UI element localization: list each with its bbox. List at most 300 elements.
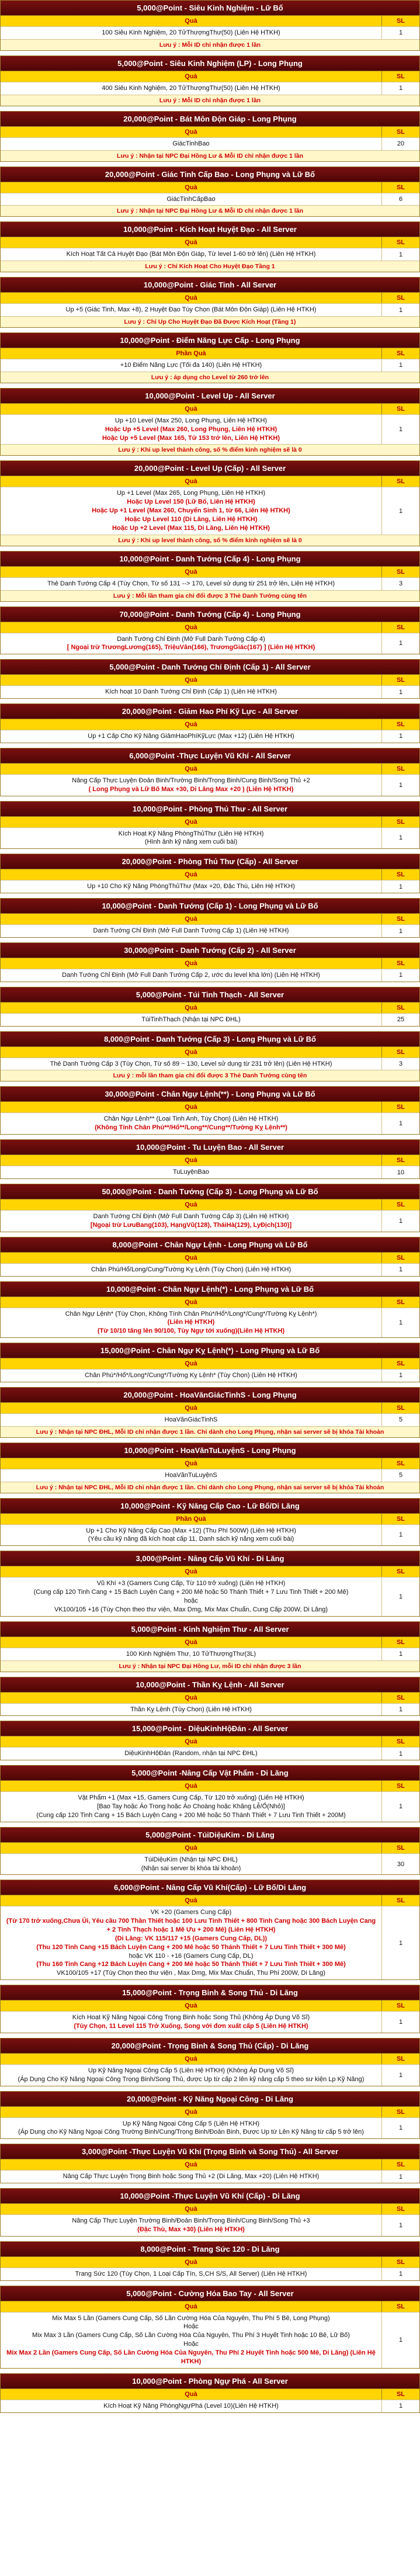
reward-quantity: 1 (398, 2124, 403, 2132)
reward-line: (Áp Dụng cho Kỹ Năng Ngoại Công Trường Binh/Cung/Trọng Binh/Đoản Binh, Được Up từ Lên Kỹ Năng từ cấp 5 trở lên) (18, 2128, 364, 2136)
reward-quantity: 1 (398, 2019, 403, 2026)
reward-quantity: 1 (398, 2173, 403, 2180)
package-header-row (1, 1003, 419, 1013)
reward-description (1, 1704, 382, 1716)
package-card (0, 659, 420, 699)
reward-row (1, 1308, 419, 1338)
reward-description (1, 578, 382, 590)
package-card (0, 854, 420, 893)
reward-quantity: 1 (398, 306, 403, 314)
reward-row (1, 880, 419, 893)
reward-row (1, 487, 419, 534)
reward-quantity: 1 (398, 640, 403, 647)
package-header-row (1, 719, 419, 730)
reward-column-header: Quà (1, 1458, 382, 1469)
reward-column-header: Quà (1, 869, 382, 880)
package-title: 10,000@Point - Điểm Năng Lực Cấp - Long Phụng (1, 333, 419, 348)
package-card (0, 942, 420, 982)
reward-quantity: 1 (398, 2221, 403, 2229)
reward-column-header: Quà (1, 237, 382, 248)
reward-description (1, 1578, 382, 1615)
reward-row (1, 1112, 419, 1134)
package-card (0, 221, 420, 272)
reward-description (1, 248, 382, 261)
package-card (0, 460, 420, 546)
quantity-column-header: SL (396, 72, 405, 80)
reward-line: Up Kỹ Năng Ngoại Công Cấp 5 (Liên Hệ HTKH) (Không Áp Dụng Võ Sĩ) (88, 2067, 294, 2074)
reward-line: Danh Tướng Chỉ Định (Mở Full Danh Tướng Cấp 1) (Liên Hệ HTKH) (93, 927, 289, 935)
reward-line: (Từ 170 trở xuống,Chưa Ủi, Yêu cầu 700 Thần Thiết hoặc 100 Lưu Tinh Thiết + 800 Tinh Cang hoặc 300 Bách Luyện Cang + 2 Tinh Thạch hoặc 1 Mê Ưu + 200 Mê) (Liên Hệ HTKH) (6, 1918, 376, 1934)
reward-line: Hoặc Up Level 150 (Lữ Bố, Liên Hệ HTKH) (127, 498, 255, 506)
reward-description (1, 304, 382, 316)
quantity-column-header: SL (396, 1694, 405, 1701)
reward-description (1, 775, 382, 796)
reward-quantity: 1 (398, 1319, 403, 1326)
quantity-column-header: SL (396, 405, 405, 412)
package-card (0, 1985, 420, 2033)
reward-row (1, 359, 419, 372)
quantity-column-header: SL (396, 294, 405, 302)
package-note: Lưu ý : Mỗi ID chỉ nhận được 1 lần (1, 95, 419, 106)
reward-quantity: 1 (398, 1266, 403, 1274)
package-title: 50,000@Point - Danh Tướng (Cấp 3) - Long Phụng và Lữ Bố (1, 1184, 419, 1199)
package-header-row (1, 1199, 419, 1210)
package-header-row (1, 2204, 419, 2214)
quantity-column-header: SL (396, 1897, 405, 1905)
package-card (0, 388, 420, 456)
package-note: Lưu ý : Nhận tại NPC Đại Hồng Lư, mỗi ID chỉ nhận được 3 lần (1, 1660, 419, 1672)
quantity-column-header: SL (396, 1568, 405, 1576)
reward-column-header: Quà (1, 958, 382, 969)
package-header-row (1, 869, 419, 880)
package-card (0, 2373, 420, 2413)
package-header-row (1, 914, 419, 924)
reward-line: Kích Hoạt Tất Cả Huyệt Đạo (Bát Môn Độn Giáp, Từ level 1-60 trở lên) (Liên Hệ HTKH) (66, 251, 316, 258)
reward-column-header: Quà (1, 1102, 382, 1112)
reward-column-header: Quà (1, 404, 382, 414)
reward-description (1, 2215, 382, 2236)
package-header-row (1, 1514, 419, 1524)
reward-row (1, 1648, 419, 1660)
reward-line: Hoặc Up +5 Level (Max 260, Long Phụng, Liên Hệ HTKH) (105, 425, 277, 433)
reward-column-header: Quà (1, 2107, 382, 2117)
reward-line: VK100/105 +17 (Tùy Chọn theo thư viện , Max Dmg, Mix Max Chuẩn, Thu Phí 200W, Di Lăng) (57, 1970, 325, 1977)
package-card (0, 898, 420, 938)
package-header-row (1, 2389, 419, 2400)
reward-description (1, 193, 382, 206)
reward-description (1, 1211, 382, 1232)
package-title: 10,000@Point - Phòng Ngự Phá - All Server (1, 2374, 419, 2389)
package-note: Lưu ý : Nhận tại NPC Đại Hồng Lư & Mỗi ID chỉ nhận được 1 lần (1, 205, 419, 216)
reward-line: (Thu 160 Tinh Cang +12 Bách Luyện Cang + 200 Mê hoặc 50 Thánh Thiết + 7 Lưu Tinh Thiết + 300 Mê) (36, 1961, 346, 1968)
reward-line: Kích Hoạt Kỹ Năng Ngoại Công Trọng Binh hoặc Song Thủ (Không Áp Dụng Võ Sĩ) (72, 2014, 310, 2022)
package-header-row (1, 1566, 419, 1577)
reward-line: (Thu 120 Tinh Cang +15 Bách Luyện Cang + 200 Mê hoặc 50 Thánh Thiết + 7 Lưu Tinh Thiết + 300 Mê) (36, 1943, 346, 1951)
package-header-row (1, 1102, 419, 1112)
reward-row (1, 730, 419, 743)
reward-line: [ Ngoại trừ TrươngLương(165), TriệuVân(166), TrươngGiác(167) ] (Liên Hệ HTKH) (67, 644, 315, 651)
quantity-column-header: SL (396, 239, 405, 247)
package-card (0, 111, 420, 162)
package-card (0, 987, 420, 1027)
package-header-row (1, 1047, 419, 1058)
reward-description (1, 1854, 382, 1875)
reward-line: hoặc VK 110 - +16 (Gamers Cung Cấp, DL) (129, 1952, 254, 1960)
package-title: 5,000@Point - Siêu Kinh Nghiệm - Lữ Bố (1, 1, 419, 16)
quantity-column-header: SL (396, 18, 405, 25)
reward-line: Nâng Cấp Thực Luyện Trường Binh/Đoản Binh/Trọng Binh/Cung Binh/Song Thủ +3 (72, 2217, 310, 2225)
reward-quantity: 1 (398, 1803, 403, 1811)
package-title: 10,000@Point - Giác Tinh - All Server (1, 278, 419, 293)
package-title: 10,000@Point - Chân Ngự Lệnh(*) - Long Phụng và Lữ Bố (1, 1282, 419, 1297)
reward-row (1, 137, 419, 150)
quantity-column-header: SL (396, 2258, 405, 2266)
quantity-column-header: SL (396, 818, 405, 826)
quantity-column-header: SL (396, 1298, 405, 1306)
reward-quantity: 1 (398, 927, 403, 935)
package-card (0, 167, 420, 217)
reward-quantity: 1 (398, 426, 403, 434)
package-title: 8,000@Point - Danh Tướng (Cấp 3) - Long Phụng và Lữ Bố (1, 1032, 419, 1047)
reward-line: Hoặc (183, 2323, 199, 2331)
reward-line: Kích hoạt 10 Danh Tướng Chỉ Định (Cấp 1) (Liên Hệ HTKH) (105, 688, 277, 696)
reward-column-header: Quà (1, 2257, 382, 2268)
reward-line: Chân Phú/Hổ/Long/Cung/Tường Kỵ Lệnh (Tùy Chọn) (Liên Hệ HTKH) (91, 1266, 291, 1273)
reward-line: Trang Sức 120 (Tùy Chọn, 1 Loại Cấp Tín, S,CH S/S, All Server) (Liên Hệ HTKH) (75, 2270, 307, 2277)
quantity-column-header: SL (396, 1157, 405, 1164)
reward-line: Kích Hoạt Kỹ Năng PhòngThủThư (Liên Hệ HTKH) (118, 830, 264, 837)
quantity-column-header: SL (396, 1738, 405, 1746)
reward-line: Danh Tướng Chỉ Định (Mở Full Danh Tướng Cấp 4) (117, 635, 265, 643)
reward-line: Up +5 (Giác Tinh, Max +8), 2 Huyệt Đạo Tùy Chọn (Bát Môn Độn Giáp) (Liên Hệ HTKH) (65, 306, 317, 314)
package-title: 70,000@Point - Danh Tướng (Cấp 4) - Long Phụng (1, 607, 419, 622)
reward-row (1, 248, 419, 261)
package-header-row (1, 1458, 419, 1469)
package-header-row (1, 1297, 419, 1308)
reward-line: (Hình ảnh kỹ năng xem cuối bài) (144, 838, 238, 846)
package-card (0, 1551, 420, 1616)
reward-description (1, 2268, 382, 2280)
package-title: 10,000@Point - Danh Tướng (Cấp 1) - Long Phụng và Lữ Bố (1, 899, 419, 914)
package-header-row (1, 1637, 419, 1648)
reward-line: ( Long Phụng và Lữ Bố Max +30, Di Lăng Max +20 ) (Liên Hệ HTKH) (88, 785, 294, 793)
quantity-column-header: SL (396, 1254, 405, 1261)
reward-row (1, 2064, 419, 2086)
reward-line: Thần Kỵ Lệnh (Tùy Chọn) (Liên Hệ HTKH) (130, 1705, 252, 1713)
quantity-column-header: SL (396, 871, 405, 879)
package-card (0, 703, 420, 743)
package-card (0, 1086, 420, 1135)
reward-description (1, 82, 382, 95)
reward-row (1, 193, 419, 206)
quantity-column-header: SL (396, 721, 405, 729)
reward-line: Hoặc Up +1 Level (Max 260, Chuyển Sinh 1, từ 66, Liên Hệ HTKH) (92, 507, 290, 515)
reward-column-header: Quà (1, 914, 382, 924)
package-note: Lưu ý : Chỉ Up Cho Huyệt Đạo Đã Được Kích Hoạt (Tầng 1) (1, 316, 419, 327)
package-card (0, 551, 420, 602)
package-title: 20,000@Point - Trọng Binh & Song Thủ (Cấp) - Di Lăng (1, 2038, 419, 2054)
reward-description (1, 2312, 382, 2368)
package-card (0, 1880, 420, 1980)
reward-quantity: 1 (398, 1531, 403, 1539)
reward-line: Danh Tướng Chỉ Định (Mở Full Danh Tướng Cấp 3) (Liên Hệ HTKH) (93, 1213, 289, 1220)
reward-row (1, 26, 419, 39)
package-card (0, 56, 420, 106)
reward-row (1, 827, 419, 849)
reward-row (1, 1747, 419, 1760)
reward-column-header: Quà (1, 1253, 382, 1263)
reward-description (1, 1906, 382, 1979)
package-card (0, 1281, 420, 1339)
package-card (0, 332, 420, 383)
package-header-row (1, 1736, 419, 1747)
quantity-column-header: SL (396, 1459, 405, 1467)
reward-line: Vũ Khí +3 (Gamers Cung Cấp, Từ 110 trở xuống) (Liên Hệ HTKH) (96, 1580, 286, 1587)
package-note: Lưu ý : Nhận tại NPC ĐHL, Mỗi ID chỉ nhận được 1 lần. Chỉ dành cho Long Phụng, nhận sai server sẽ bị khóa Tài khoản (1, 1426, 419, 1437)
reward-quantity: 1 (398, 1750, 403, 1757)
package-title: 3,000@Point - Nâng Cấp Vũ Khí - Di Lăng (1, 1551, 419, 1566)
reward-quantity: 1 (398, 29, 403, 37)
reward-description (1, 138, 382, 150)
reward-quantity: 1 (398, 1217, 403, 1225)
package-card (0, 748, 420, 796)
quantity-column-header: SL (396, 765, 405, 772)
reward-row (1, 924, 419, 937)
package-title: 20,000@Point - Giác Tinh Cấp Bao - Long Phụng và Lữ Bố (1, 167, 419, 182)
reward-line: HoaVănTuLuyệnS (165, 1471, 217, 1479)
quantity-column-header: SL (396, 1515, 405, 1523)
package-card (0, 2038, 420, 2086)
package-header-row (1, 127, 419, 137)
reward-quantity: 1 (398, 2270, 403, 2278)
reward-description (1, 27, 382, 39)
package-note: Lưu ý : Chỉ Kích Hoạt Cho Huyệt Đạo Tầng 1 (1, 261, 419, 272)
reward-quantity: 10 (397, 1169, 405, 1176)
package-card (0, 2241, 420, 2281)
reward-line: Nâng Cấp Thực Luyện Đoản Binh/Trường Binh/Trọng Binh/Cung Binh/Song Thủ +2 (72, 776, 310, 784)
reward-description (1, 1058, 382, 1070)
reward-line: (Nhận sai server bị khóa tài khoản) (141, 1864, 241, 1872)
reward-column-header: Phần Quà (1, 348, 382, 359)
package-card (0, 277, 420, 328)
package-card (0, 1677, 420, 1717)
reward-line: Nâng Cấp Thực Luyện Trọng Binh hoặc Song Thủ +2 (Di Lăng, Max +20) (Liên Hệ HTKH) (63, 2173, 320, 2180)
package-card (0, 1184, 420, 1232)
reward-quantity: 1 (398, 1651, 403, 1658)
package-header-row (1, 958, 419, 969)
reward-description (1, 2171, 382, 2183)
package-header-row (1, 1843, 419, 1853)
reward-row (1, 1853, 419, 1875)
reward-quantity: 1 (398, 1705, 403, 1713)
reward-description (1, 1014, 382, 1026)
reward-row (1, 1369, 419, 1382)
reward-column-header: Quà (1, 2001, 382, 2011)
quantity-column-header: SL (396, 128, 405, 136)
reward-line: (Đặc Thù, Max +30) (Liên Hệ HTKH) (137, 2225, 245, 2233)
package-header-row (1, 622, 419, 633)
quantity-column-header: SL (396, 2303, 405, 2310)
reward-row (1, 685, 419, 698)
quantity-column-header: SL (396, 1404, 405, 1412)
reward-quantity: 1 (398, 972, 403, 979)
package-title: 10,000@Point - Phòng Thủ Thư - All Server (1, 802, 419, 817)
reward-row (1, 414, 419, 445)
reward-quantity: 1 (398, 2071, 403, 2079)
package-title: 8,000@Point - Trang Sức 120 - Di Lăng (1, 2242, 419, 2257)
reward-column-header: Quà (1, 182, 382, 193)
reward-quantity: 5 (398, 1416, 403, 1424)
quantity-column-header: SL (396, 2002, 405, 2010)
reward-quantity: 30 (397, 1860, 405, 1868)
package-header-row (1, 1358, 419, 1369)
package-note: Lưu ý : Mỗi lần tham gia chỉ đổi được 3 Thẻ Danh Tướng cùng tên (1, 590, 419, 601)
reward-column-header: Quà (1, 1843, 382, 1853)
package-title: 5,000@Point - Túi Tinh Thạch - All Server (1, 987, 419, 1003)
reward-column-header: Quà (1, 1895, 382, 1906)
reward-column-header: Quà (1, 764, 382, 774)
quantity-column-header: SL (396, 677, 405, 684)
quantity-column-header: SL (396, 183, 405, 191)
package-header-row (1, 817, 419, 827)
package-header-row (1, 2159, 419, 2170)
reward-line: (Tùy Chọn, 11 Level 115 Trở Xuống, Song với đơn xuất cấp 5 (Liên Hệ HTKH) (74, 2023, 308, 2030)
reward-row (1, 82, 419, 95)
package-title: 10,000@Point - HoaVănTuLuyệnS - Long Phụng (1, 1443, 419, 1458)
reward-column-header: Quà (1, 719, 382, 730)
reward-description (1, 686, 382, 698)
package-card (0, 1765, 420, 1822)
package-card (0, 1498, 420, 1547)
package-title: 10,000@Point - Tu Luyện Bao - All Server (1, 1140, 419, 1155)
reward-line: DiệuKinhHộĐán (Random, nhận tại NPC ĐHL) (124, 1750, 258, 1757)
reward-column-header: Quà (1, 293, 382, 303)
package-title: 8,000@Point - Chân Ngự Lệnh - Long Phụng và Lữ Bố (1, 1237, 419, 1253)
package-header-row (1, 293, 419, 303)
reward-column-header: Quà (1, 817, 382, 827)
reward-description (1, 1166, 382, 1178)
package-title: 20,000@Point - HoaVănGiácTinhS - Long Phụng (1, 1388, 419, 1403)
reward-row (1, 2268, 419, 2280)
reward-line: Thẻ Danh Tướng Cấp 4 (Tùy Chọn, Từ số 131 --> 170, Level sử dụng từ 251 trở lên, Liên Hệ HTKH) (47, 580, 335, 587)
package-header-row (1, 2107, 419, 2117)
quantity-column-header: SL (396, 2390, 405, 2398)
quantity-column-header: SL (396, 1104, 405, 1111)
reward-line: GiácTinhBao (172, 140, 210, 147)
reward-row (1, 1263, 419, 1276)
package-card (0, 1031, 420, 1082)
reward-line: Kích Hoạt Kỹ Năng PhòngNgựPhá (Level 10)(Liên Hệ HTKH) (103, 2402, 279, 2409)
quantity-column-header: SL (396, 350, 405, 358)
reward-quantity: 3 (398, 1060, 403, 1068)
package-title: 5,000@Point - Cường Hóa Bao Tay - All Server (1, 2286, 419, 2301)
quantity-column-header: SL (396, 1048, 405, 1056)
reward-column-header: Quà (1, 675, 382, 685)
reward-line: 400 Siêu Kinh Nghiệm, 20 TửThượngThư(50) (Liên Hệ HTKH) (102, 84, 280, 92)
reward-description (1, 1113, 382, 1134)
package-header-row (1, 404, 419, 414)
package-card (0, 1721, 420, 1760)
package-title: 15,000@Point - Chân Ngự Kỵ Lệnh(*) - Long Phụng và Lữ Bố (1, 1343, 419, 1358)
reward-line: Up +10 Level (Max 250, Long Phụng, Liên Hệ HTKH) (114, 417, 268, 424)
reward-line: Hoặc Up Level 110 (Di Lăng, Liên Hệ HTKH) (124, 515, 258, 523)
reward-column-header: Quà (1, 1693, 382, 1703)
quantity-column-header: SL (396, 478, 405, 486)
reward-row (1, 1524, 419, 1546)
package-title: 20,000@Point - Kỹ Năng Ngoại Công - Di Lăng (1, 2092, 419, 2107)
package-title: 5,000@Point - Kinh Nghiệm Thư - All Server (1, 1622, 419, 1637)
reward-column-header: Quà (1, 127, 382, 137)
reward-line: +10 Điểm Năng Lực (Tối đa 140) (Liên Hệ HTKH) (120, 362, 262, 369)
reward-column-header: Quà (1, 1199, 382, 1210)
package-card (0, 2188, 420, 2237)
package-header-row (1, 764, 419, 774)
reward-column-header: Quà (1, 1403, 382, 1413)
quantity-column-header: SL (396, 2108, 405, 2116)
reward-quantity: 1 (398, 251, 403, 258)
package-header-row (1, 1693, 419, 1703)
reward-description (1, 1264, 382, 1276)
reward-description (1, 487, 382, 534)
reward-quantity: 1 (398, 733, 403, 740)
reward-line: TuLuyệnBao (173, 1169, 209, 1176)
reward-description (1, 415, 382, 445)
reward-description (1, 2065, 382, 2086)
reward-column-header: Quà (1, 1297, 382, 1308)
reward-quantity: 1 (398, 834, 403, 842)
package-title: 6,000@Point - Nâng Cấp Vũ Khí(Cấp) - Lữ Bố/Di Lăng (1, 1880, 419, 1895)
reward-column-header: Quà (1, 16, 382, 26)
reward-quantity: 1 (398, 2402, 403, 2410)
reward-row (1, 1413, 419, 1426)
reward-column-header: Quà (1, 1637, 382, 1648)
reward-row (1, 1013, 419, 1026)
package-card (0, 1237, 420, 1277)
package-title: 5,000@Point - Siêu Kinh Nghiệm (LP) - Long Phụng (1, 56, 419, 71)
reward-quantity: 20 (397, 140, 405, 148)
reward-description (1, 1370, 382, 1382)
package-note: Lưu ý : mỗi lần tham gia chỉ đổi được 3 Thẻ Danh Tướng cùng tên (1, 1070, 419, 1081)
package-card (0, 606, 420, 655)
reward-column-header: Quà (1, 567, 382, 577)
package-header-row (1, 1895, 419, 1906)
reward-row (1, 2011, 419, 2033)
reward-line: (Yêu cầu kỹ năng đã kích hoạt cấp 11, Danh sách kỹ năng xem cuối bài) (88, 1535, 294, 1543)
reward-column-header: Quà (1, 1003, 382, 1013)
reward-line: Chân Ngự Lệnh** (Loại Tinh Anh, Tùy Chọn) (Liên Hệ HTKH) (103, 1115, 279, 1123)
quantity-column-header: SL (396, 916, 405, 923)
reward-line: Danh Tướng Chỉ Định (Mở Full Danh Tướng Cấp 2, ước du level khá lớn) (Liên Hệ HTKH) (62, 971, 320, 979)
reward-line: Up +1 Level (Max 265, Long Phụng, Liên Hệ HTKH) (116, 490, 266, 497)
package-card (0, 801, 420, 850)
package-card (0, 1139, 420, 1179)
package-card (0, 1443, 420, 1493)
reward-description (1, 969, 382, 982)
reward-description (1, 633, 382, 654)
package-title: 10,000@Point - Kỹ Năng Cấp Cao - Lữ Bố/Di Lăng (1, 1499, 419, 1514)
package-header-row (1, 1781, 419, 1791)
reward-line: VK100/105 +16 (Tùy Chọn theo thư viện, Max Dmg, Mix Max Chuẩn, Cung Cấp 200W, Di Lăng) (54, 1606, 328, 1613)
reward-row (1, 303, 419, 316)
reward-line: (Áp Dụng Cho Kỹ Năng Ngoại Công Trọng Binh/Song Thủ, được Up từ cấp 2 lên kỹ năng cấp 5 theo sư kiện Lp Kỹ Năng) (18, 2075, 365, 2083)
reward-row (1, 1469, 419, 1482)
reward-line: (Cung cấp 120 Tinh Cang + 15 Bách Luyện Cang + 200 Mê hoặc 50 Thánh Thiết + 7 Lưu Tinh Thiết + 200 Mê) (33, 1589, 349, 1596)
reward-description (1, 1469, 382, 1482)
reward-line: Up +1 Cho Kỹ Năng Cấp Cao (Max +12) (Thu Phí 500W) (Liên Hệ HTKH) (86, 1527, 296, 1534)
reward-column-header: Quà (1, 2204, 382, 2214)
package-card (0, 0, 420, 51)
package-card (0, 2091, 420, 2140)
